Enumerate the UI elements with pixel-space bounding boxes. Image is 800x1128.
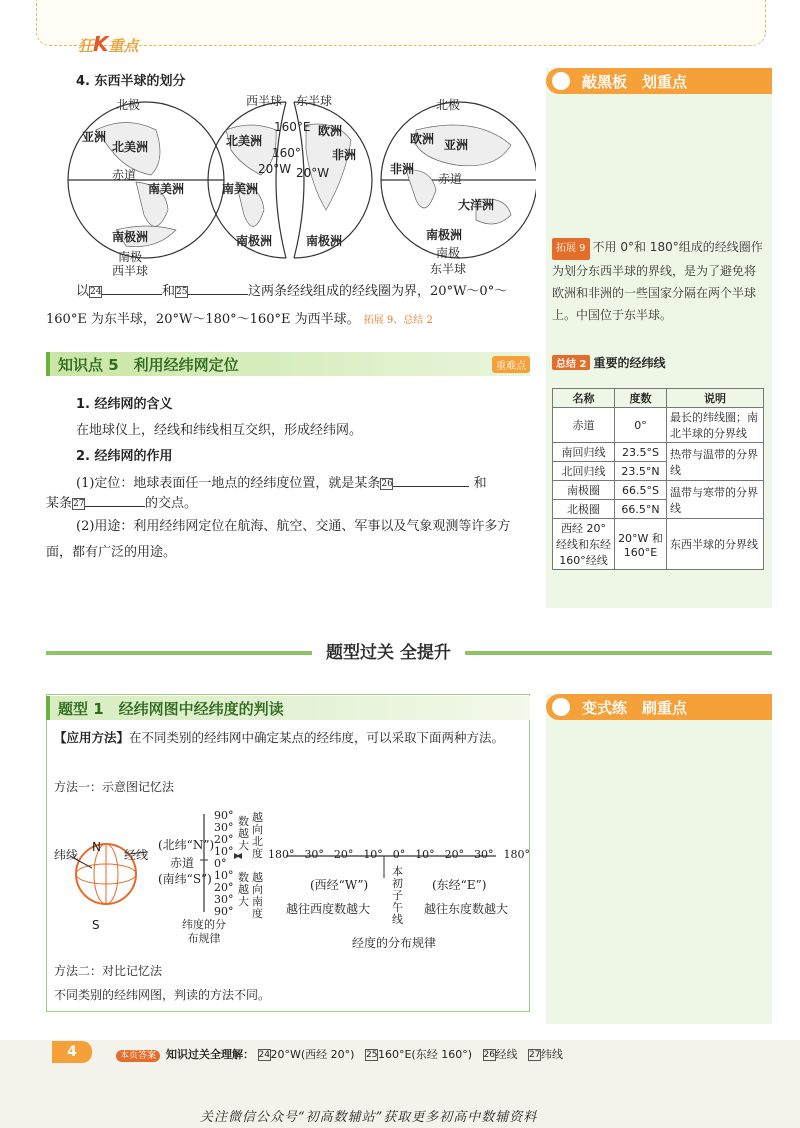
right-sidebar-notes [546,68,772,608]
label: 东半球 [430,262,467,276]
right-sidebar-header: 敲黑板 划重点 [546,68,772,94]
label: 北美洲 [112,140,149,154]
practice-sidebar [546,694,772,1024]
hemisphere-paragraph: 以24 和25 这两条经线组成的经线圈为界，20°W～0°～ [76,278,536,306]
label: S [92,918,100,932]
paragraph: (1)定位：地球表面任一地点的经纬度位置，就是某条26 和 [76,470,530,498]
label: 赤道 [438,172,463,186]
paragraph: 某条27 的交点。 [46,490,197,518]
question-type-header: 题型 1 经纬网图中经纬度的判读 [46,696,530,720]
label: 20°W [258,162,292,176]
badge-icon [550,696,572,718]
label: 南美洲 [148,182,185,196]
answer-strip: 本页答案 知识过关全理解： 2420°W(西经 20°) 25160°E(东经 160°) 26经线 27纬线 [116,1046,563,1062]
label: 20°W [296,166,330,180]
section-title: 4. 东西半球的划分 [76,74,186,89]
label: 欧洲 [318,124,343,138]
section-divider-title: 题型过关 全提升 [312,638,465,663]
label: N [92,840,101,854]
method-two: 方法二：对比记忆法 [54,964,163,978]
label: 西半球 [112,264,149,278]
label: 南极洲 [236,234,273,248]
label: 亚洲 [82,130,107,144]
label: 本初子午线 [392,865,403,926]
brand-logo: 狂K重点 [78,32,139,56]
knowledge-point-header: 知识点 5 利用经纬网定位 [46,352,530,376]
label: 南美洲 [222,182,259,196]
paragraph: (2)用途：利用经纬网定位在航海、航空、交通、军事以及气象观测等许多方面，都有广泛的用途。 [46,519,511,560]
top-header-band [36,0,766,46]
method-intro: 【应用方法】在不同类别的经纬网中确定某点的经纬度，可以采取下面两种方法。 [54,730,505,745]
label: 160° [272,146,301,160]
label: (西经“W”) [310,878,369,892]
label: 非洲 [390,162,415,176]
subheading: 2. 经纬网的作用 [76,449,173,464]
label: 南极洲 [426,228,463,242]
speaker-icon [550,70,572,92]
label: (南纬“S”) [158,872,212,886]
label: 大洋洲 [458,198,495,212]
label: 越向北度 [252,811,263,860]
label: 纬线 [54,848,79,862]
key-lines-table: 名称 度数 说明 赤道 0° 最长的纬线圈；南北半球的分界线 南回归线 23.5°S 热带与温带的分界线 北回归线 23.5°N 南极圈 66.5°S 温带与寒带的分界线 北极圈 66.5°N 西经 20°经线和东经 160°经线 20°W 和 160°E 东西半球的分界线 [552,388,764,570]
label: 北极 [436,98,461,112]
extension-note: 拓展 9 不用 0°和 180°组成的经线圈作为划分东西半球的界线，是为了避免将欧洲和非洲的一些国家分隔在两个半球上。中国位于东半球。 [552,240,763,322]
label: 赤道 [112,168,137,182]
label: 160°E [274,120,311,134]
label: 经度的分布规律 [352,936,437,950]
label: 越向南度 [252,871,263,920]
label: 南极 [436,246,461,260]
label: 南极 [118,250,143,264]
label: 亚洲 [444,138,469,152]
hemisphere-paragraph-2: 160°E 为东半球，20°W～180°～160°E 为西半球。 拓展 9、总结 2 [46,312,433,327]
label: 纬度的分布规律 [182,918,226,945]
longitude-ticks: 180° 30° 20° 10° 0° 10° 20° 30° 180° [268,848,530,861]
label: 南极洲 [306,234,343,248]
label: 越往西度数越大 [286,902,371,916]
label: 数越大 [238,871,249,908]
label: (东经“E”) [432,878,487,892]
page-number: 4 [52,1041,92,1063]
label: 东半球 [296,94,333,108]
paragraph: 在地球仪上，经线和纬线相互交织，形成经纬网。 [76,423,363,438]
latitude-ticks: 90° 30° 20° 10° 0° 10° 20° 30° 90° [214,809,234,918]
label: (北纬“N”) [158,838,215,852]
label: 非洲 [332,148,357,162]
subheading: 1. 经纬网的含义 [76,397,173,412]
difficulty-badge: 重难点 [492,356,530,373]
label: 经线 [124,848,149,862]
summary-note-title: 总结 2 重要的经纬线 [552,354,665,371]
label: 赤道 [170,856,195,870]
label: 西半球 [246,94,283,108]
label: 南极洲 [112,230,149,244]
label: 北美洲 [226,134,263,148]
label: 越往东度数越大 [424,902,509,916]
label: 北极 [116,98,141,112]
practice-sidebar-header: 变式练 刷重点 [546,694,772,720]
label: 数越大 [238,815,249,852]
method-one: 方法一：示意图记忆法 [54,780,175,794]
knowledge-point-body [76,392,530,498]
label: 欧洲 [410,132,435,146]
footer-note: 关注微信公众号“初高数辅站”获取更多初高中数辅资料 [200,1110,538,1125]
method-two-text: 不同类别的经纬网图，判读的方法不同。 [54,988,271,1002]
